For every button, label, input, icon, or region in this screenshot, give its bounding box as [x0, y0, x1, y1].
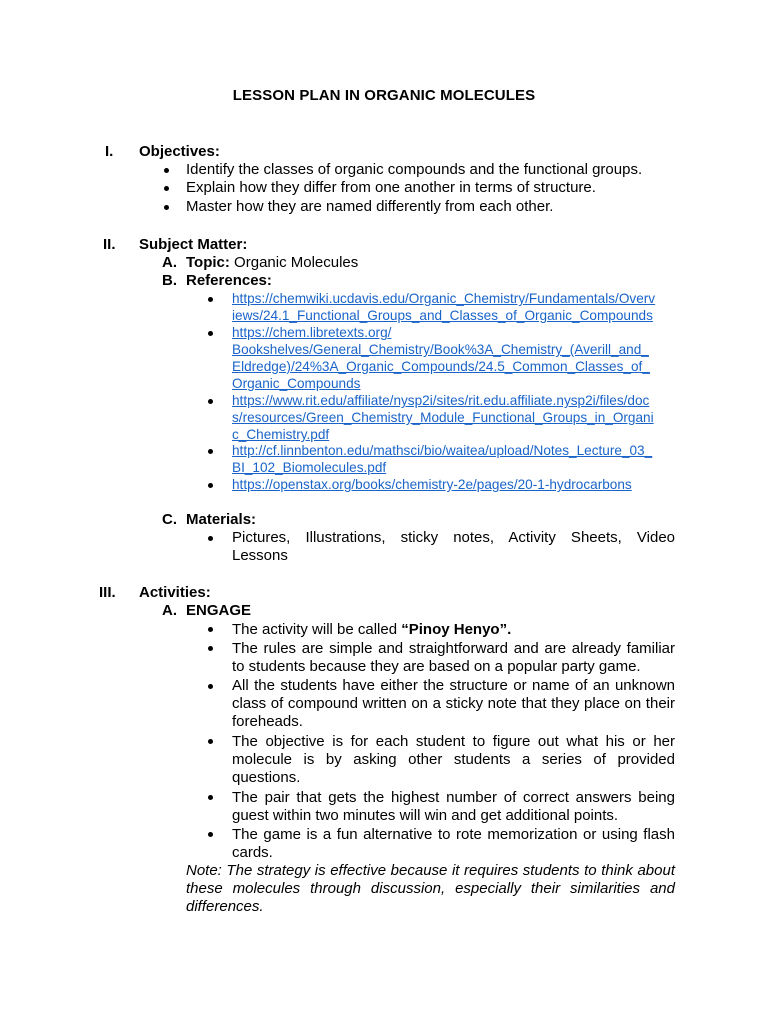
section-heading-objectives: Objectives:	[139, 143, 220, 160]
note-text: differences.	[186, 898, 264, 915]
note-text: these molecules through discussion, especially their similarities and	[186, 880, 675, 897]
reference-link[interactable]: https://openstax.org/books/chemistry-2e/pages/20-1-hydrocarbons	[232, 477, 632, 492]
engage-item-text: to students because they are based on a popular party game.	[232, 658, 641, 675]
engage-item-text: The activity will be called	[232, 621, 402, 638]
reference-link[interactable]: Organic_Compounds	[232, 376, 361, 391]
topic-letter: A.	[162, 254, 177, 271]
reference-link[interactable]: c_Chemistry.pdf	[232, 427, 330, 442]
materials-text: Lessons	[232, 547, 288, 564]
section-numeral-activities: III.	[99, 584, 116, 601]
bullet-icon	[208, 483, 213, 488]
reference-link[interactable]: Bookshelves/General_Chemistry/Book%3A_Chemistry_(Averill_and_	[232, 342, 649, 357]
topic-value: Organic Molecules	[229, 254, 359, 271]
engage-item-text: The pair that gets the highest number of correct answers being	[232, 789, 675, 806]
bullet-icon	[208, 684, 213, 689]
reference-link[interactable]: https://chemwiki.ucdavis.edu/Organic_Chemistry/Fundamentals/Overv	[232, 291, 656, 306]
page-title: LESSON PLAN IN ORGANIC MOLECULES	[232, 87, 536, 104]
objective-item: Master how they are named differently from each other.	[186, 198, 554, 215]
bullet-icon	[208, 399, 213, 404]
bullet-icon	[208, 536, 213, 541]
engage-item-text: guest within two minutes will win and get additional points.	[232, 807, 619, 824]
bullet-icon	[208, 331, 213, 336]
reference-link[interactable]: https://www.rit.edu/affiliate/nysp2i/sites/rit.edu.affiliate.nysp2i/files/doc	[232, 393, 650, 408]
engage-letter: A.	[162, 602, 177, 619]
bullet-icon	[208, 832, 213, 837]
objective-item: Identify the classes of organic compounds and the functional groups.	[186, 161, 643, 178]
reference-link[interactable]: http://cf.linnbenton.edu/mathsci/bio/waitea/upload/Notes_Lecture_03_	[232, 443, 653, 458]
materials-label: Materials:	[186, 511, 257, 528]
bullet-icon	[208, 795, 213, 800]
reference-link[interactable]: https://chem.libretexts.org/	[232, 325, 392, 340]
bullet-icon	[164, 186, 169, 191]
topic-label: Topic:	[186, 254, 230, 271]
bullet-icon	[208, 449, 213, 454]
bullet-icon	[208, 297, 213, 302]
engage-item-text: questions.	[232, 769, 301, 786]
bullet-icon	[208, 739, 213, 744]
section-heading-subject-matter: Subject Matter:	[139, 236, 248, 253]
bullet-icon	[164, 168, 169, 173]
engage-item-text: cards.	[232, 844, 273, 861]
activity-name: “Pinoy Henyo”.	[401, 621, 512, 638]
engage-item-text: The objective is for each student to figure out what his or her	[232, 733, 675, 750]
topic-line	[186, 254, 358, 272]
materials-text: Pictures, Illustrations, sticky notes, Activity Sheets, Video	[232, 529, 675, 546]
engage-item-text: molecule is by asking other students a series of provided	[232, 751, 675, 768]
reference-link[interactable]: s/resources/Green_Chemistry_Module_Functional_Groups_in_Organi	[232, 410, 654, 425]
bullet-icon	[208, 646, 213, 651]
bullet-icon	[208, 627, 213, 632]
section-numeral-subject-matter: II.	[103, 236, 116, 253]
section-numeral-objectives: I.	[105, 143, 114, 160]
engage-item-text: class of compound written on a sticky note that they place on their	[232, 695, 675, 712]
engage-item-text: The rules are simple and straightforward and are already familiar	[232, 640, 675, 657]
reference-link[interactable]: BI_102_Biomolecules.pdf	[232, 460, 387, 475]
engage-item-text: All the students have either the structure or name of an unknown	[232, 677, 675, 694]
objective-item: Explain how they differ from one another in terms of structure.	[186, 179, 596, 196]
references-label: References:	[186, 272, 272, 289]
materials-letter: C.	[162, 511, 177, 528]
bullet-icon	[164, 205, 169, 210]
reference-link[interactable]: Eldredge)/24%3A_Organic_Compounds/24.5_Common_Classes_of_	[232, 359, 650, 374]
engage-label: ENGAGE	[186, 602, 252, 619]
engage-item-text: The game is a fun alternative to rote memorization or using flash	[232, 826, 675, 843]
engage-item	[232, 621, 511, 639]
references-letter: B.	[162, 272, 177, 289]
engage-item-text: foreheads.	[232, 713, 303, 730]
note-text: Note: The strategy is effective because it requires students to think about	[186, 862, 675, 879]
reference-link[interactable]: iews/24.1_Functional_Groups_and_Classes_of_Organic_Compounds	[232, 308, 653, 323]
section-heading-activities: Activities:	[139, 584, 211, 601]
